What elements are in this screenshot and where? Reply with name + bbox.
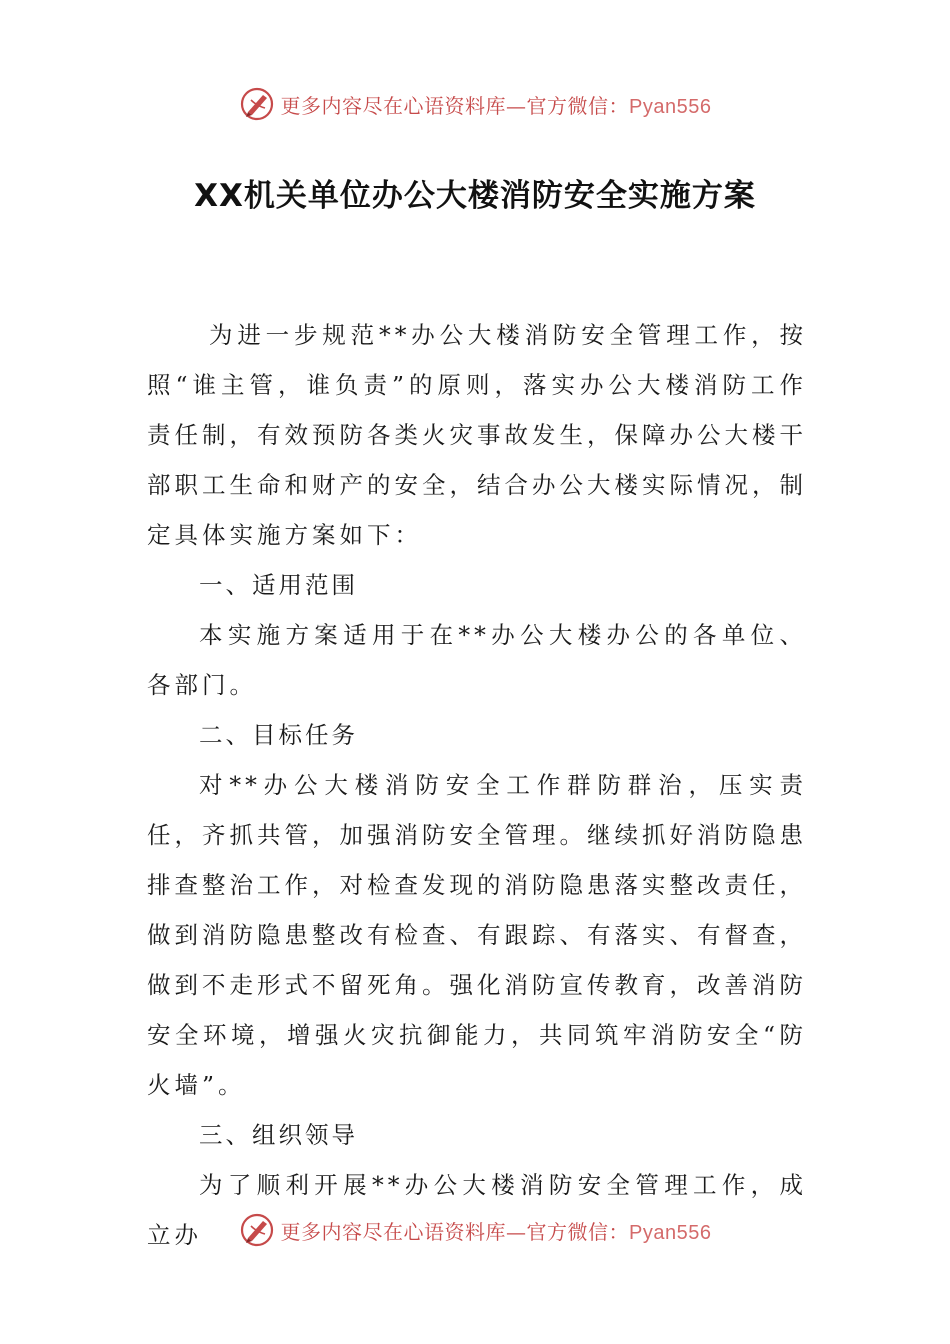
intro-paragraph: 为进一步规范**办公大楼消防安全管理工作，按照“谁主管，谁负责”的原则，落实办公大楼消防工作责任制，有效预防各类火灾事故发生，保障办公大楼干部职工生命和财产的安全，结合办公大楼实际情况，制定具体实施方案如下： [147,321,807,549]
pen-logo-icon [239,1212,275,1248]
header-banner-cn: 更多内容尽在心语资料库—官方微信： [280,93,630,118]
footer-banner [0,1210,950,1250]
section-scope-text: 本实施方案适用于在**办公大楼办公的各单位、各部门。 [147,621,807,699]
section-goals-text: 对**办公大楼消防安全工作群防群治，压实责任，齐抓共管，加强消防安全管理。继续抓好消防隐患排查整治工作，对检查发现的消防隐患落实整改责任，做到消防隐患整改有检查、有跟踪、有落实、有督查，做到不走形式不留死角。强化消防宣传教育，改善消防安全环境，增强火灾抗御能力，共同筑牢消防安全“防火墙”。 [147,771,807,1099]
footer-banner-cn: 更多内容尽在心语资料库—官方微信： [280,1219,630,1244]
section-heading-goals: 二、目标任务 [199,721,358,749]
footer-banner-id: Pyan556 [629,1221,712,1244]
header-banner-id: Pyan556 [629,95,712,118]
document-body [147,310,807,1260]
header-banner-text [281,90,712,119]
header-banner [0,84,950,124]
document-title: XX机关单位办公大楼消防安全实施方案 [194,178,756,214]
section-leadership-text: 为了顺利开展**办公大楼消防安全管理工作，成立办 [147,1171,807,1249]
pen-logo-icon [239,86,275,122]
section-heading-scope: 一、适用范围 [199,571,358,599]
section-heading-leadership: 三、组织领导 [199,1121,358,1149]
footer-banner-text [281,1216,712,1245]
